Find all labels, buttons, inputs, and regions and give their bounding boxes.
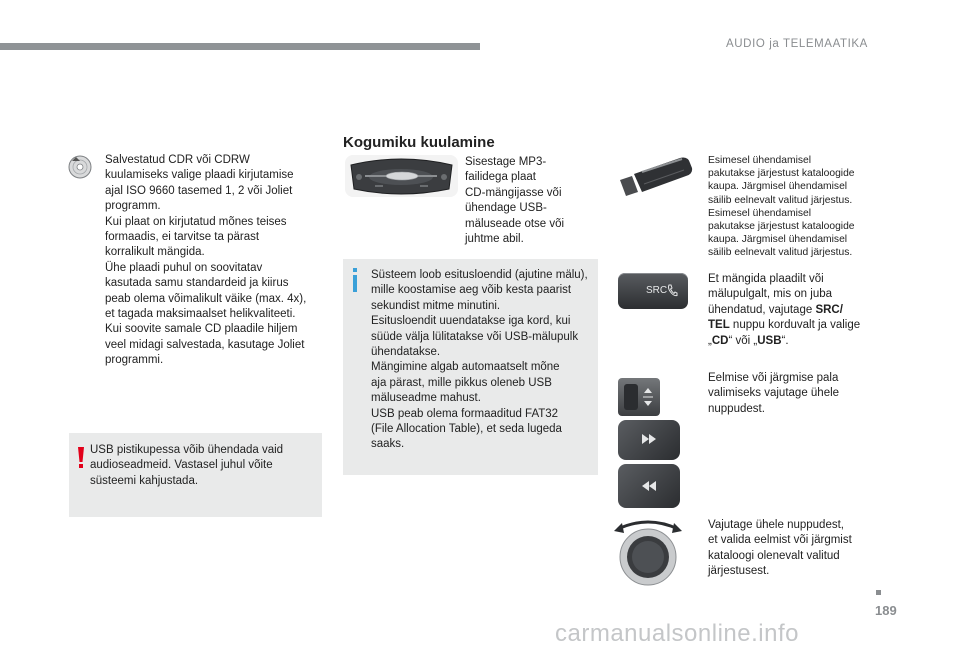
page-number: 189 [875, 603, 897, 618]
cd-player-image [345, 155, 458, 197]
rotary-knob[interactable] [612, 515, 684, 587]
seek-updown-button[interactable] [618, 378, 660, 416]
src-text-3: “ või „ [728, 334, 758, 347]
prev-next-text: Eelmise või järgmise pala valimiseks vajutage ühele nuppudest. [708, 372, 840, 415]
usb-warning-text: USB pistikupessa võib ühendada vaid audioseadmeid. Vastasel juhul võite süsteemi kahjustada. [90, 444, 284, 487]
cd-label: CD [711, 334, 729, 347]
src-tel-button[interactable] [618, 273, 688, 309]
usb-label: USB [757, 334, 782, 347]
knob-text: Vajutage ühele nuppudest, et valida eelmist või järgmist kataloogi olenevalt valitud järjestusest. [708, 519, 852, 578]
cd-recording-note: Salvestatud CDR või CDRW kuulamiseks valige plaadi kirjutamise ajal ISO 9660 tasemed 1, 2 või Joliet programm. Kui plaat on kirjutatud mõnes teises formaadis, ei tarvitse ta pärast korralikult mängida. Ühe plaadi puhul on soovitatav kasutada samu standardeid ja kiirus peab olema võimalikult väike (max. 4x), et tagada maksimaalset helikvaliteeti. Kui soovite samale CD plaadile hiljem veel midagi salvestada, kasutage Joliet programmi. [105, 154, 307, 367]
usb-connection-text: Esimesel ühendamisel pakutakse järjestust kataloogide kaupa. Järgmisel ühendamisel säilib eelnevalt valitud järjestus. Esimesel ühendamisel pakutakse järjestust kataloogide kaupa. Järgmisel ühendamisel säilib eelnevalt valitud järjestus. [708, 155, 855, 259]
src-text-1: Et mängida plaadilt või mälupulgalt, mis on juba ühendatud, vajutage [708, 273, 833, 316]
page-dot [876, 590, 881, 595]
phone-icon [667, 284, 678, 297]
section-title: AUDIO ja TELEMAATIKA [726, 38, 868, 50]
src-text-2: nuppu korduvalt ja valige „ [708, 319, 861, 347]
fast-forward-icon [642, 434, 656, 444]
insert-media-text: Sisestage MP3- failidega plaat CD-mängijasse või ühendage USB- mäluseade otse või juhtme abil. [465, 156, 565, 246]
rotate-arrows-icon [618, 522, 678, 529]
src-tel-label: SRC/ TEL [708, 303, 843, 332]
cd-disc-icon [68, 155, 92, 179]
src-text-4: “. [781, 334, 789, 347]
previous-track-button[interactable] [618, 464, 680, 508]
rewind-icon [642, 481, 656, 491]
info-i-icon [350, 268, 360, 292]
usb-stick-icon [618, 154, 693, 198]
next-track-button[interactable] [618, 420, 680, 460]
watermark: carmanualsonline.info [555, 620, 799, 647]
src-button-label: SRC [646, 285, 668, 296]
playlist-info-text: Süsteem loob esitusloendid (ajutine mälu), mille koostamise aeg võib kesta paarist sekundist mitme minutini. Esitusloendit uuendatakse iga kord, kui süüde välja lülitatakse või USB-mälupulk ühendatakse. Mängimine algab automaatselt mõne aja pärast, mille pikkus oleneb USB mäluseadme mahust. USB peab olema formaaditud FAT32 (File Allocation Table), et seda lugeda saaks. [371, 269, 588, 451]
up-down-arrows-icon [642, 388, 654, 406]
warning-exclamation-icon [76, 447, 86, 469]
src-instruction-text [708, 272, 888, 349]
header-bar [0, 43, 480, 50]
section-heading: Kogumiku kuulamine [343, 134, 495, 151]
